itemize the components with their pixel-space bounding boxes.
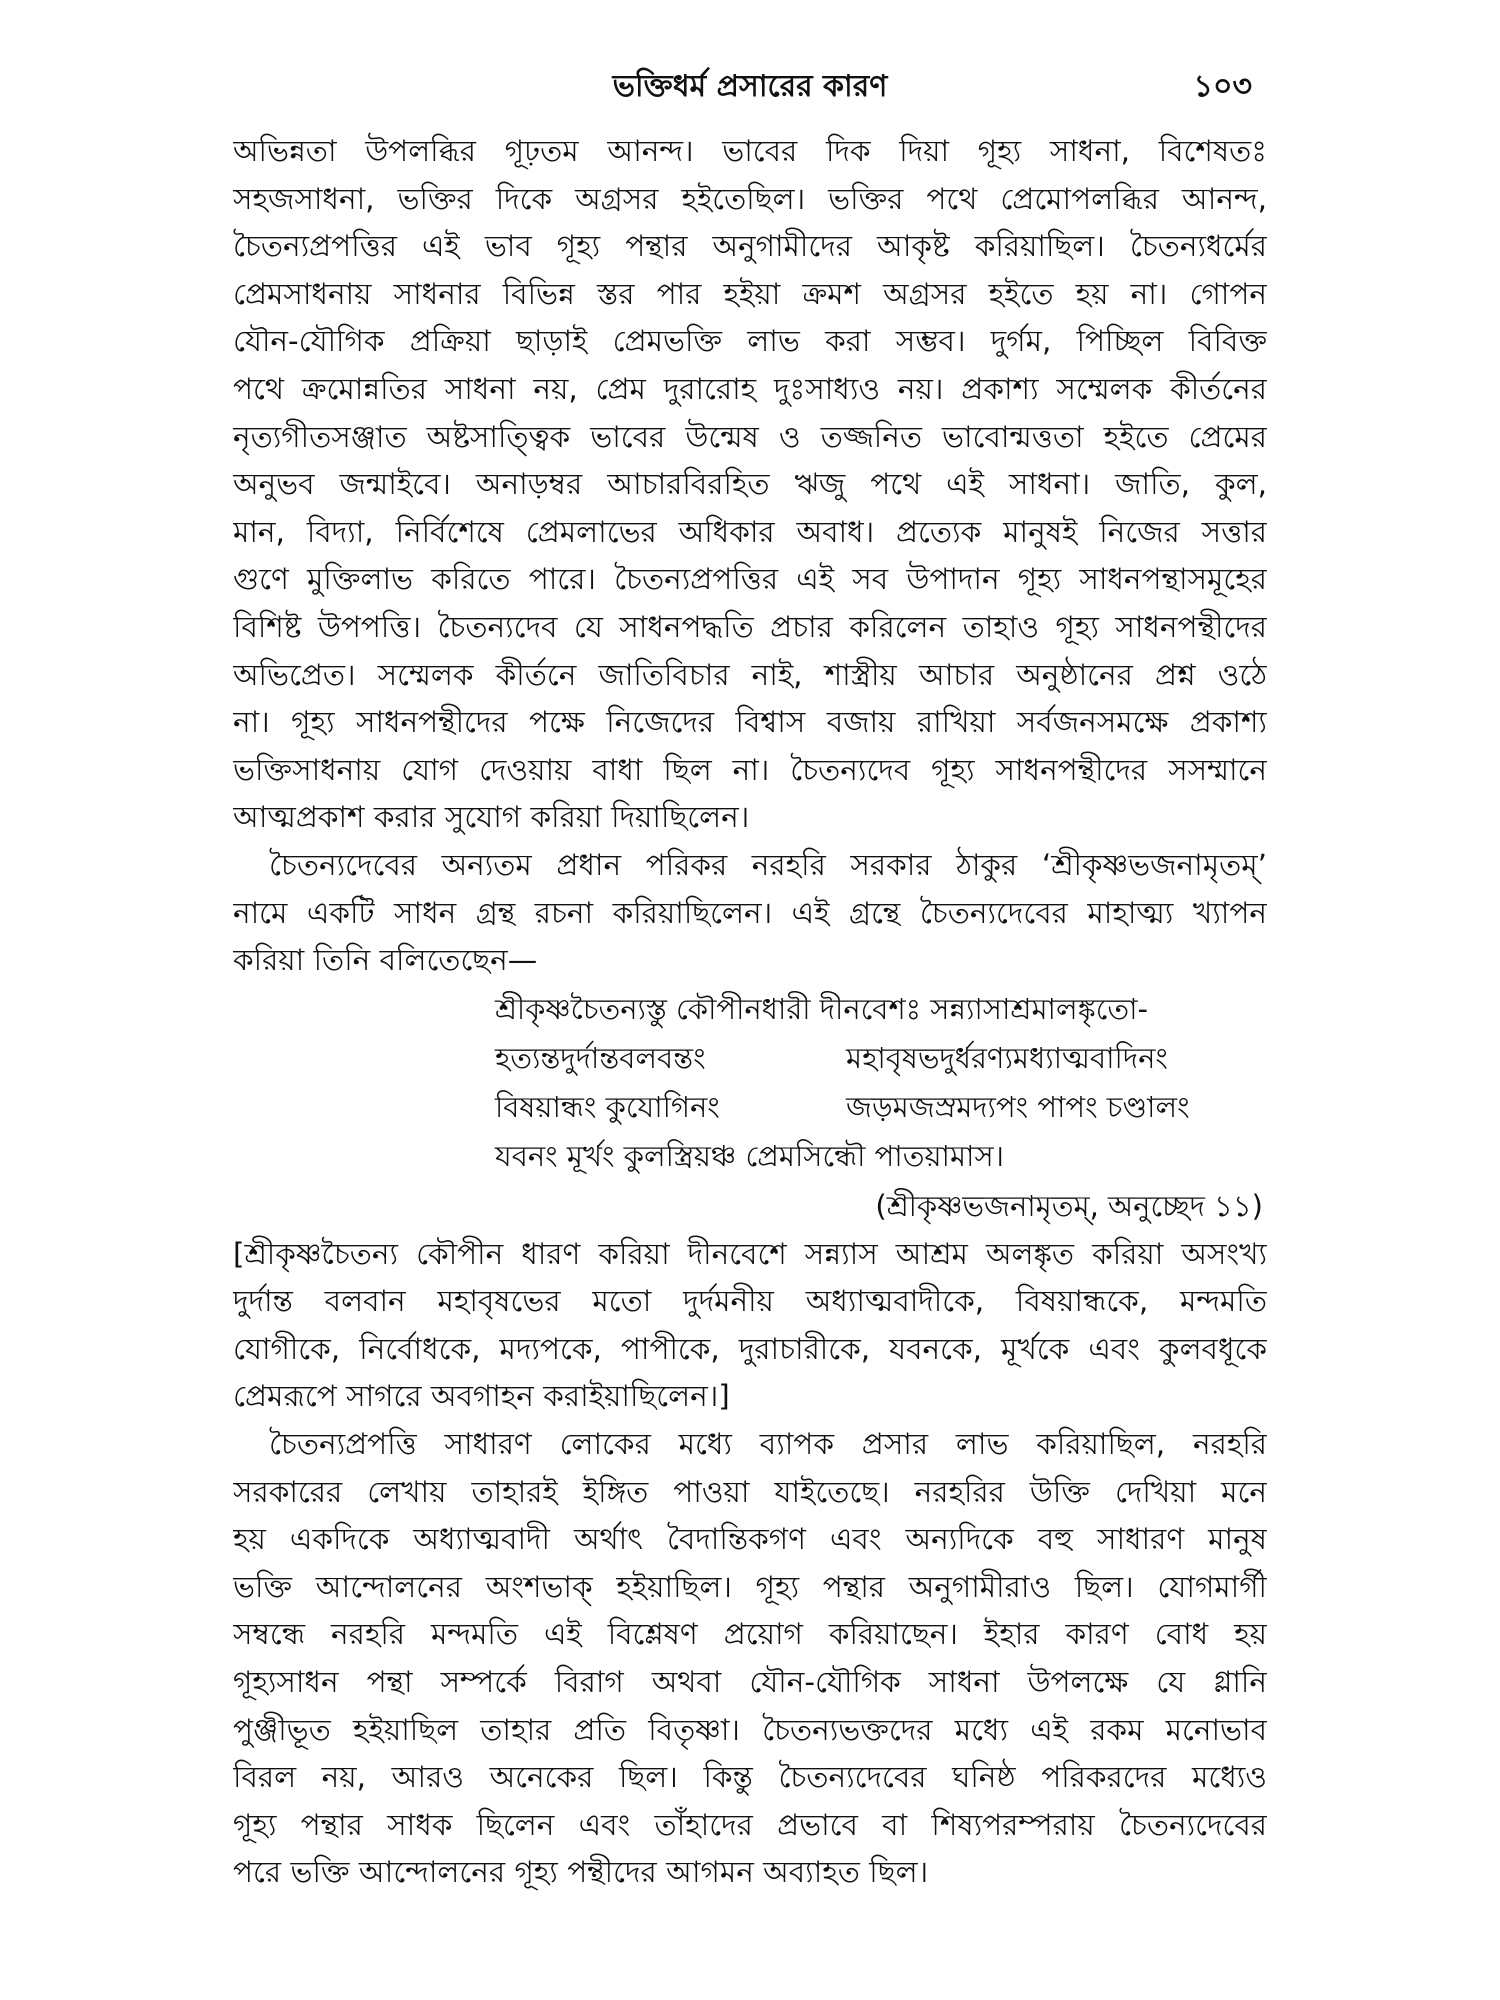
text-line: যোগীকে, নির্বোধকে, মদ্যপকে, পাপীকে, দুরাচারীকে, যবনকে, মূর্খকে এবং কুলবধূকে <box>233 1331 1267 1366</box>
text-line: সহজসাধনা, ভক্তির দিকে অগ্রসর হইতেছিল। ভক্তির পথে প্রেমোপলব্ধির আনন্দ, <box>233 181 1267 216</box>
text-line: মান, বিদ্যা, নির্বিশেষে প্রেমলাভের অধিকার অবাধ। প্রত্যেক মানুষই নিজের সত্তার <box>233 514 1267 549</box>
verse-line <box>233 1083 1267 1132</box>
text-line: না। গূহ্য সাধনপন্থীদের পক্ষে নিজেদের বিশ্বাস বজায় রাখিয়া সর্বজনসমক্ষে প্রকাশ্য <box>233 705 1267 740</box>
chapter-title: ভক্তিধর্ম প্রসারের কারণ <box>612 69 888 104</box>
text-line: সরকারের লেখায় তাহারই ইঙ্গিত পাওয়া যাইতেছে। নরহরির উক্তি দেখিয়া মনে <box>233 1474 1267 1509</box>
verse-line <box>233 1132 1267 1181</box>
verse-text: হত্যন্তদুর্দান্তবলবন্তং <box>495 1040 706 1075</box>
text-line: যৌন-যৌগিক প্রক্রিয়া ছাড়াই প্রেমভক্তি লাভ করা সম্ভব। দুর্গম, পিচ্ছিল বিবিক্ত <box>233 324 1267 359</box>
verse-text: যবনং মূর্খং কুলস্ত্রিয়ঞ্চ প্রেমসিন্ধৌ পাতয়ামাস। <box>495 1138 1004 1173</box>
verse-text: বিষয়ান্ধং কুযোগিনং <box>495 1089 720 1124</box>
verse-line <box>233 985 1267 1034</box>
verse-text: শ্রীকৃষ্ণচৈতন্যস্তু কৌপীনধারী দীনবেশঃ সন্ন্যাসাশ্রমালঙ্কৃতো- <box>495 991 1149 1026</box>
text-line: ভক্তিসাধনায় যোগ দেওয়ায় বাধা ছিল না। চৈতন্যদেব গূহ্য সাধনপন্থীদের সসম্মানে <box>233 752 1267 787</box>
text-line: গূহ্যসাধন পন্থা সম্পর্কে বিরাগ অথবা যৌন-যৌগিক সাধনা উপলক্ষে যে গ্লানি <box>233 1665 1267 1700</box>
text-line: নৃত্যগীতসঞ্জাত অষ্টসাত্ত্বিক ভাবের উন্মেষ ও তজ্জনিত ভাবোন্মত্ততা হইতে প্রেমের <box>233 419 1267 454</box>
text-line: চৈতন্যদেবের অন্যতম প্রধান পরিকর নরহরি সরকার ঠাকুর ‘শ্রীকৃষ্ণভজনামৃতম্’ <box>269 847 1267 882</box>
text-line: বিরল নয়, আরও অনেকের ছিল। কিন্তু চৈতন্যদেবের ঘনিষ্ঠ পরিকরদের মধ্যেও <box>233 1760 1267 1795</box>
text-line: পুঞ্জীভূত হইয়াছিল তাহার প্রতি বিতৃষ্ণা। চৈতন্যভক্তদের মধ্যে এই রকম মনোভাব <box>233 1712 1267 1747</box>
text-line: চৈতন্যপ্রপত্তি সাধারণ লোকের মধ্যে ব্যাপক প্রসার লাভ করিয়াছিল, নরহরি <box>269 1427 1267 1462</box>
text-line: দুর্দান্ত বলবান মহাবৃষভের মতো দুর্দমনীয় অধ্যাত্মবাদীকে, বিষয়ান্ধকে, মন্দমতি <box>233 1284 1267 1319</box>
text-line: প্রেমসাধনায় সাধনার বিভিন্ন স্তর পার হইয়া ক্রমশ অগ্রসর হইতে হয় না। গোপন <box>233 276 1267 311</box>
sanskrit-verse <box>233 985 1267 1231</box>
text-line: গূহ্য পন্থার সাধক ছিলেন এবং তাঁহাদের প্রভাবে বা শিষ্যপরম্পরায় চৈতন্যদেবের <box>233 1807 1267 1842</box>
text-line: প্রেমরূপে সাগরে অবগাহন করাইয়াছিলেন।] <box>233 1379 730 1414</box>
text-line: অভিন্নতা উপলব্ধির গূঢ়তম আনন্দ। ভাবের দিক দিয়া গূহ্য সাধনা, বিশেষতঃ <box>233 134 1267 168</box>
text-line: হয় একদিকে অধ্যাত্মবাদী অর্থাৎ বৈদান্তিকগণ এবং অন্যদিকে বহু সাধারণ মানুষ <box>233 1522 1267 1557</box>
text-line: ভক্তি আন্দোলনের অংশভাক্ হইয়াছিল। গূহ্য পন্থার অনুগামীরাও ছিল। যোগমার্গী <box>233 1569 1267 1604</box>
text-line: অনুভব জন্মাইবে। অনাড়ম্বর আচারবিরহিত ঋজু পথে এই সাধনা। জাতি, কুল, <box>233 467 1267 502</box>
text-line: অভিপ্রেত। সম্মেলক কীর্তনে জাতিবিচার নাই, শাস্ত্রীয় আচার অনুষ্ঠানের প্রশ্ন ওঠে <box>233 657 1267 692</box>
verse-text: জড়মজস্রমদ্যপং পাপং চণ্ডালং <box>846 1089 1190 1124</box>
text-line: বিশিষ্ট উপপত্তি। চৈতন্যদেব যে সাধনপদ্ধতি প্রচার করিলেন তাহাও গূহ্য সাধনপন্থীদের <box>233 609 1267 644</box>
text-line: করিয়া তিনি বলিতেছেন— <box>233 943 538 978</box>
verse-text: মহাবৃষভদুর্ধরণ্যমধ্যাত্মবাদিনং <box>846 1040 1168 1075</box>
running-header <box>0 58 1500 108</box>
text-line: গুণে মুক্তিলাভ করিতে পারে। চৈতন্যপ্রপত্তির এই সব উপাদান গূহ্য সাধনপন্থাসমূহের <box>233 562 1267 597</box>
verse-line <box>233 1034 1267 1083</box>
verse-citation: (শ্রীকৃষ্ণভজনামৃতম্, অনুচ্ছেদ ১১) <box>875 1188 1263 1223</box>
text-line: পথে ক্রমোন্নতির সাধনা নয়, প্রেম দুরারোহ দুঃসাধ্যও নয়। প্রকাশ্য সম্মেলক কীর্তনের <box>233 371 1267 406</box>
body-text <box>233 128 1267 1897</box>
text-line: পরে ভক্তি আন্দোলনের গূহ্য পন্থীদের আগমন অব্যাহত ছিল। <box>233 1855 929 1890</box>
text-line: [শ্রীকৃষ্ণচৈতন্য কৌপীন ধারণ করিয়া দীনবেশে সন্ন্যাস আশ্রম অলঙ্কৃত করিয়া অসংখ্য <box>233 1236 1267 1271</box>
text-line: নামে একটি সাধন গ্রন্থ রচনা করিয়াছিলেন। এই গ্রন্থে চৈতন্যদেবের মাহাত্ম্য খ্যাপন <box>233 895 1267 930</box>
text-line: সম্বন্ধে নরহরি মন্দমতি এই বিশ্লেষণ প্রয়োগ করিয়াছেন। ইহার কারণ বোধ হয় <box>233 1617 1267 1652</box>
page-number: ১০৩ <box>1193 69 1252 104</box>
text-line: চৈতন্যপ্রপত্তির এই ভাব গূহ্য পন্থার অনুগামীদের আকৃষ্ট করিয়াছিল। চৈতন্যধর্মের <box>233 229 1267 264</box>
text-line: আত্মপ্রকাশ করার সুযোগ করিয়া দিয়াছিলেন। <box>233 800 750 835</box>
